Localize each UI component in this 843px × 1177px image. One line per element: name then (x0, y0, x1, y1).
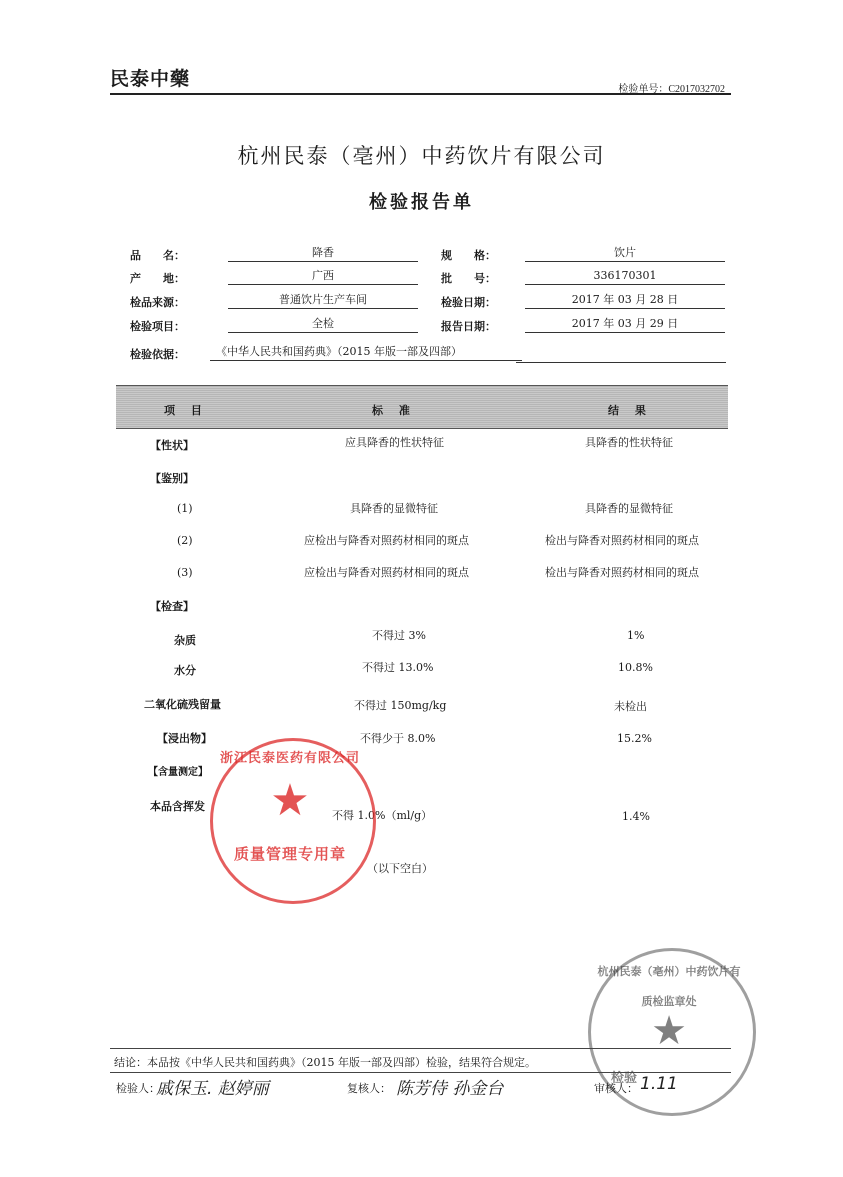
gray-seal-dept-text: 质检监章处 (641, 995, 697, 1008)
reviewer-label: 复核人： (347, 1082, 391, 1095)
source-value: 普通饮片生产车间 (228, 292, 418, 309)
conclusion-bottom-rule (110, 1072, 731, 1073)
batch-value: 336170301 (525, 268, 725, 285)
approver-signature: 1.11 (640, 1074, 678, 1094)
row-oil-standard: 不得 1.0%（ml/g） (332, 809, 433, 822)
batch-label: 批 号： (441, 272, 496, 285)
conclusion-top-rule (110, 1048, 731, 1049)
row-impurity-standard: 不得过 3% (372, 629, 426, 642)
row-id1-item: (1) (177, 502, 193, 515)
row-extract-result: 15.2% (617, 732, 652, 745)
company-logo: 民泰中藥 (110, 68, 191, 90)
quality-seal-stamp (210, 738, 376, 904)
gray-seal-star-icon: ★ (651, 1008, 687, 1054)
seal-star-icon: ★ (270, 775, 310, 826)
basis-underline (516, 362, 726, 363)
row-extract-standard: 不得少于 8.0% (360, 732, 436, 745)
header-standard: 标 准 (372, 404, 416, 417)
row-id1-standard: 具降香的显微特征 (350, 502, 438, 515)
row-moisture-item: 水分 (174, 664, 196, 677)
section-inspection: 【检查】 (150, 600, 194, 613)
blank-marker: （以下空白） (367, 862, 433, 875)
gray-seal-label: 检验 (611, 1071, 638, 1086)
inspector-signature: 戚保玉. 赵婷丽 (156, 1079, 269, 1099)
row-character-standard: 应具降香的性状特征 (345, 436, 444, 449)
row-so2-item: 二氧化硫残留量 (144, 698, 221, 711)
seal-purpose-text: 质量管理专用章 (233, 845, 346, 863)
row-character-item: 【性状】 (150, 439, 194, 452)
spec-value: 饮片 (525, 245, 725, 262)
row-impurity-result: 1% (627, 629, 645, 642)
header-divider (110, 93, 731, 95)
row-so2-result: 未检出 (614, 700, 647, 713)
document-title: 检验报告单 (369, 192, 474, 213)
row-id3-item: (3) (177, 566, 193, 579)
source-label: 检品来源： (130, 296, 185, 309)
reviewer-signature: 陈芳侍 孙金台 (396, 1079, 504, 1099)
row-id1-result: 具降香的显微特征 (585, 502, 673, 515)
spec-label: 规 格： (441, 249, 496, 262)
row-so2-standard: 不得过 150mg/kg (354, 699, 447, 712)
header-result: 结 果 (608, 404, 652, 417)
row-oil-item: 本品含挥发 (150, 800, 205, 813)
row-extract-item: 【浸出物】 (157, 732, 212, 745)
test-item-value: 全检 (228, 316, 418, 333)
test-item-label: 检验项目： (130, 320, 185, 333)
report-date-label: 报告日期： (441, 320, 496, 333)
row-id2-item: (2) (177, 534, 193, 547)
row-moisture-standard: 不得过 13.0% (362, 661, 434, 674)
conclusion-text: 结论：本品按《中华人民共和国药典》（2015 年版一部及四部）检验，结果符合规定。 (114, 1056, 536, 1069)
basis-label: 检验依据： (130, 348, 185, 361)
row-moisture-result: 10.8% (618, 661, 653, 674)
origin-label: 产 地： (130, 272, 185, 285)
section-identification: 【鉴别】 (150, 472, 194, 485)
origin-value: 广西 (228, 268, 418, 285)
row-character-result: 具降香的性状特征 (585, 436, 673, 449)
section-assay: 【含量测定】 (148, 767, 208, 778)
row-id2-result: 检出与降香对照药材相同的斑点 (545, 534, 699, 547)
basis-value: 《中华人民共和国药典》（2015 年版一部及四部） (210, 344, 522, 361)
row-oil-result: 1.4% (622, 810, 650, 823)
report-number-label: 检验单号： (618, 84, 669, 95)
test-date-label: 检验日期： (441, 296, 496, 309)
gray-seal-company-text: 杭州民泰（亳州）中药饮片有 (597, 965, 741, 978)
header-item: 项 目 (164, 404, 208, 417)
product-name-value: 降香 (228, 245, 418, 262)
company-name: 杭州民泰（亳州）中药饮片有限公司 (237, 144, 606, 168)
row-id3-standard: 应检出与降香对照药材相同的斑点 (304, 566, 469, 579)
row-id2-standard: 应检出与降香对照药材相同的斑点 (304, 534, 469, 547)
approver-label: 审核人： (594, 1082, 638, 1095)
row-id3-result: 检出与降香对照药材相同的斑点 (545, 566, 699, 579)
report-date-value: 2017 年 03 月 29 日 (525, 316, 725, 333)
test-date-value: 2017 年 03 月 28 日 (525, 292, 725, 309)
row-impurity-item: 杂质 (174, 634, 196, 647)
product-name-label: 品 名： (130, 249, 185, 262)
inspector-label: 检验人： (116, 1082, 160, 1095)
seal-company-text: 浙江民泰医药有限公司 (219, 751, 360, 766)
report-number-value: C2017032702 (668, 84, 725, 95)
